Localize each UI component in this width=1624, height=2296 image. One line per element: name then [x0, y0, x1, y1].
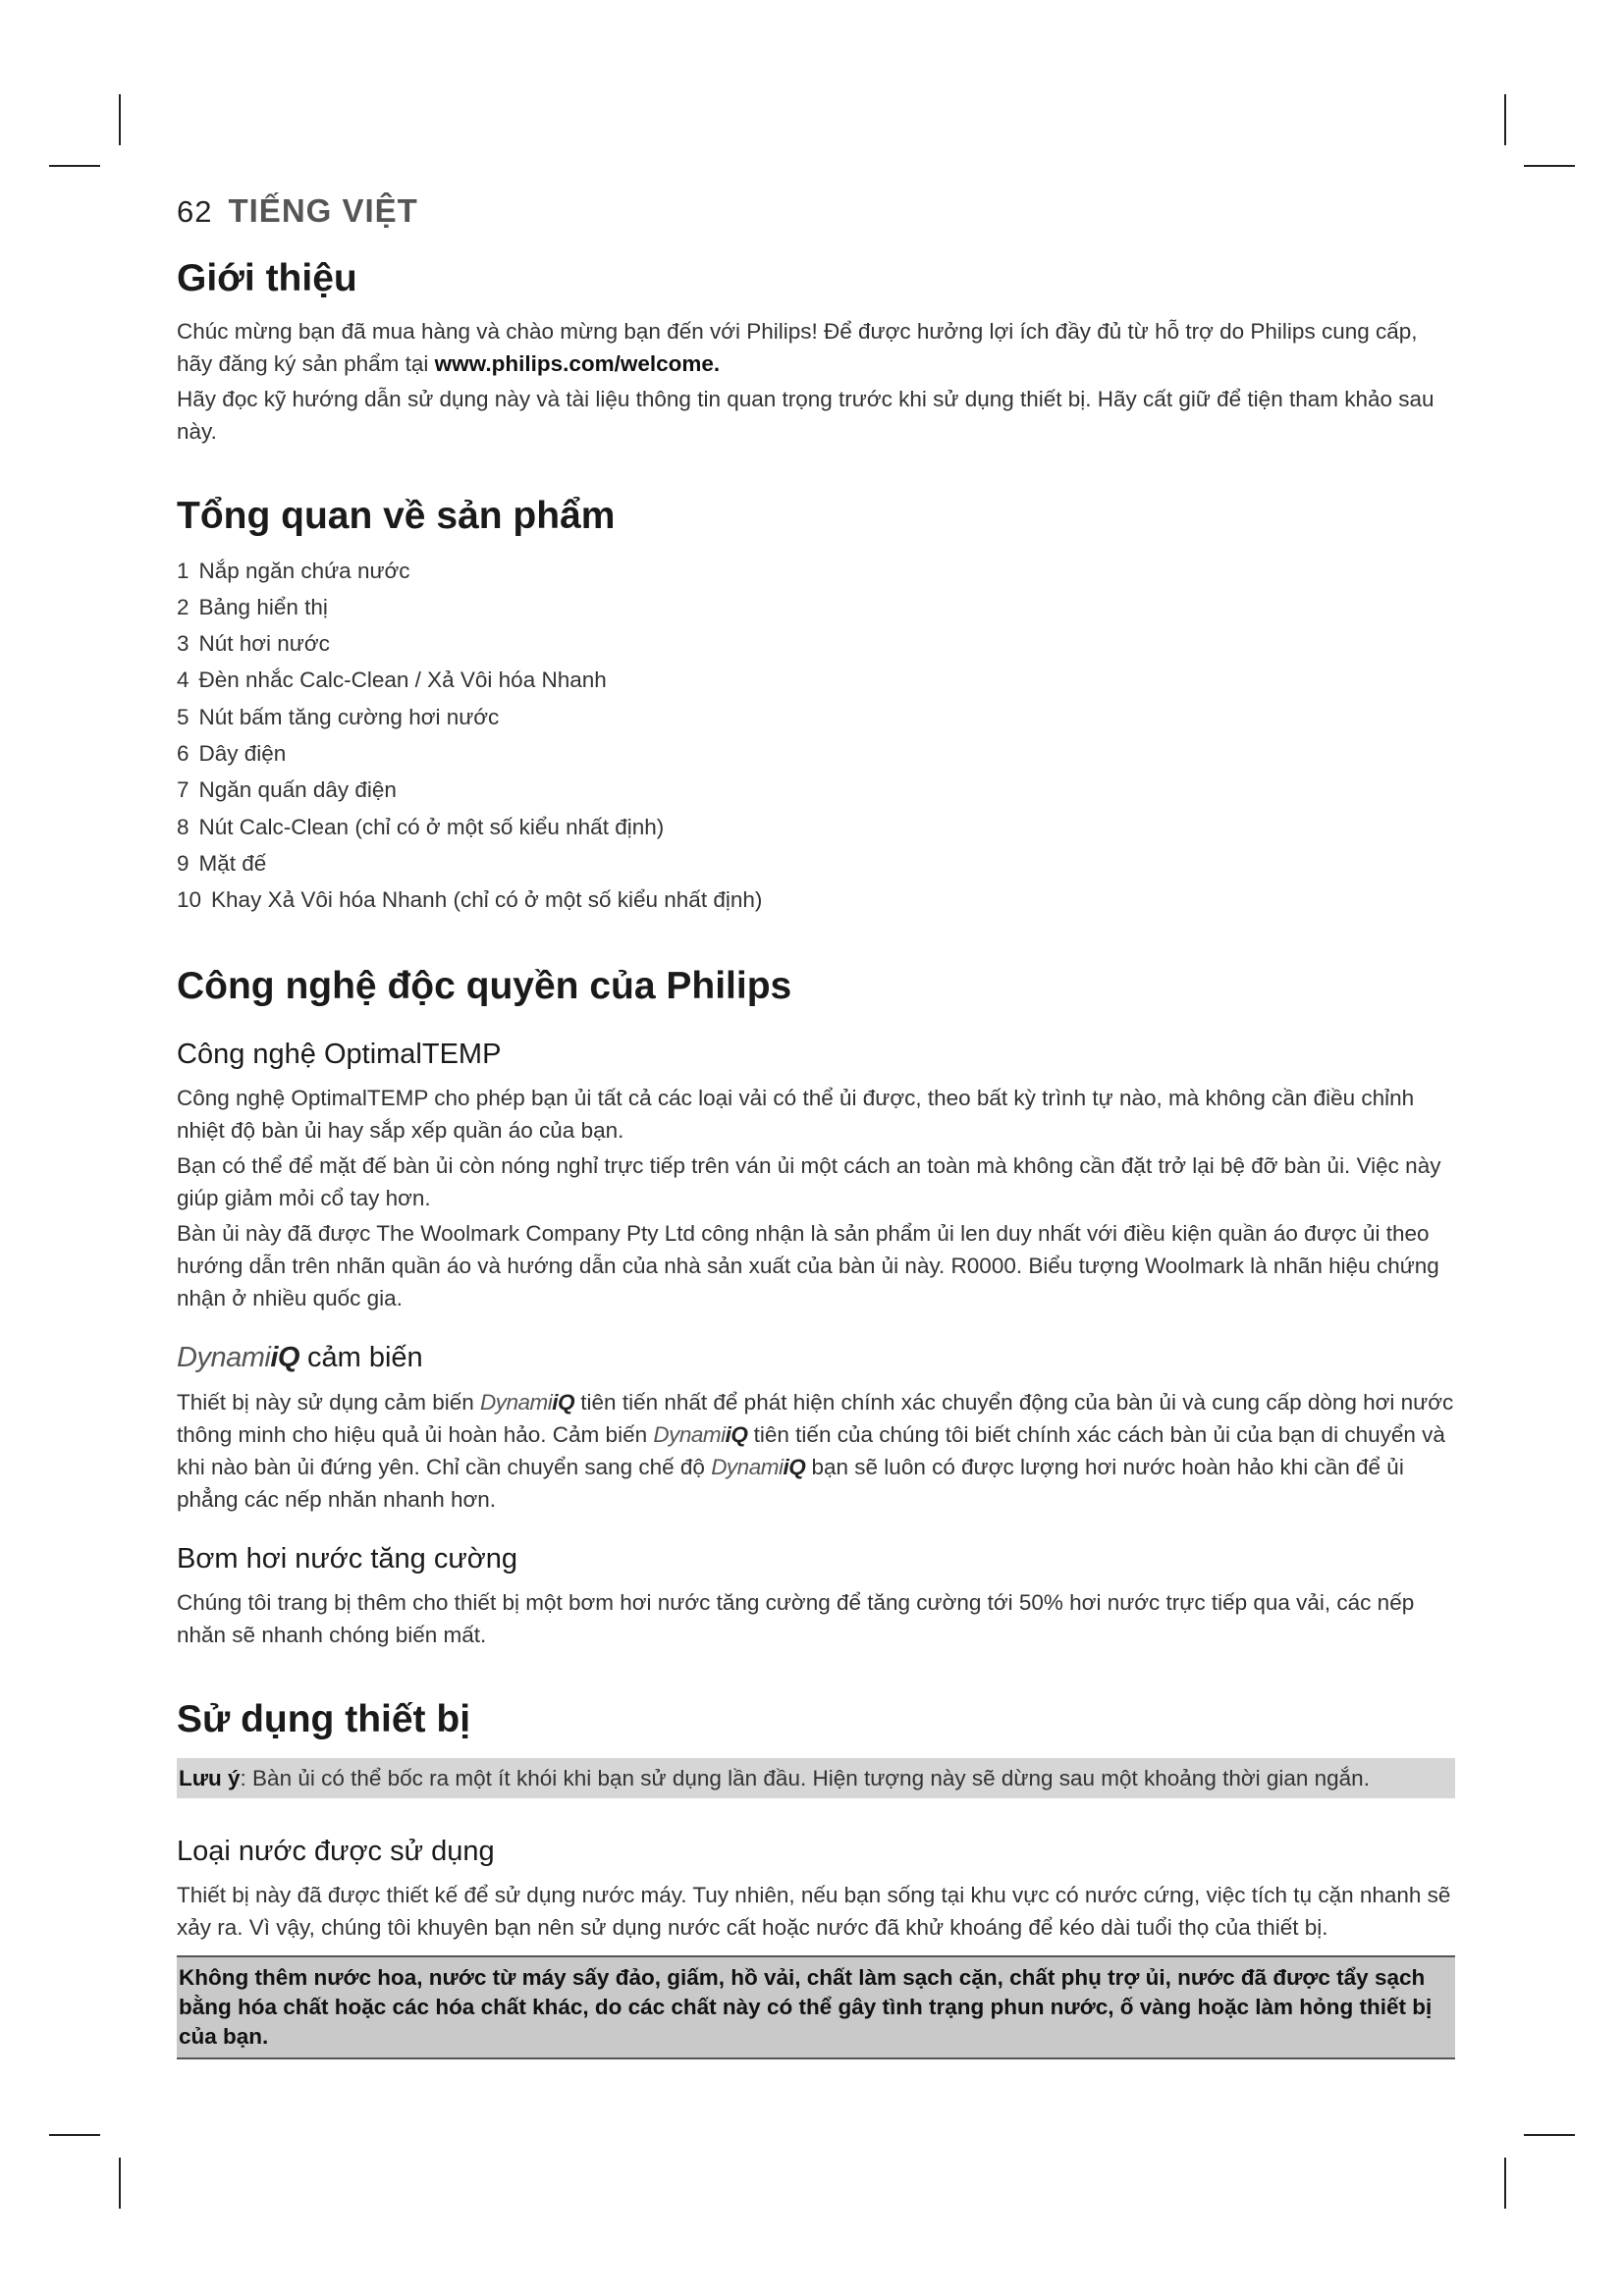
tech-title: Công nghệ độc quyền của Philips — [177, 965, 792, 1008]
list-item — [177, 589, 1455, 625]
logo-q: Q — [788, 1454, 806, 1479]
warning-text: Không thêm nước hoa, nước từ máy sấy đảo, giấm, hồ vải, chất làm sạch cặn, chất phụ trợ ủi, nước đã được tẩy sạch bằng hóa chất hoặc các hóa chất khác, do các chất này có thể gây tình trạng phun nước, ố vàng hoặc làm hỏng thiết bị của bạn. — [179, 1964, 1433, 2049]
intro-text: Chúc mừng bạn đã mua hàng và chào mừng bạn đến với Philips! Để được hưởng lợi ích đầy đủ từ hỗ trợ do Philips cung cấp, hãy đăng ký sản phẩm tại — [177, 318, 1418, 376]
item-number: 2 — [177, 594, 189, 619]
item-number: 4 — [177, 667, 189, 693]
dynamiq-text: Thiết bị này sử dụng cảm biến — [177, 1389, 480, 1415]
logo-i: i — [552, 1389, 559, 1415]
logo-i: i — [783, 1454, 789, 1479]
item-number: 5 — [177, 704, 189, 729]
crop-mark — [49, 2134, 100, 2136]
list-item — [177, 699, 1455, 735]
logo-i: i — [725, 1421, 731, 1447]
language-label: TIẾNG VIỆT — [228, 192, 418, 229]
logo-iq — [783, 1455, 805, 1479]
crop-mark — [49, 165, 100, 167]
note-label: Lưu ý — [179, 1765, 241, 1790]
item-number: 9 — [177, 850, 189, 876]
item-number: 3 — [177, 631, 189, 657]
intro-paragraph-2: Hãy đọc kỹ hướng dẫn sử dụng này và tài liệu thông tin quan trọng trước khi sử dụng thiết bị. Hãy cất giữ để tiện tham khảo sau này. — [177, 386, 1435, 444]
welcome-link[interactable]: www.philips.com/welcome. — [434, 350, 721, 376]
logo-text: Dynami — [177, 1342, 271, 1374]
dynamiq-logo — [480, 1390, 574, 1415]
item-label: Nút Calc-Clean (chỉ có ở một số kiểu nhất định) — [198, 814, 665, 839]
item-label: Khay Xả Vôi hóa Nhanh (chỉ có ở một số kiểu nhất định) — [211, 887, 763, 913]
boost-paragraph: Chúng tôi trang bị thêm cho thiết bị một bơm hơi nước tăng cường để tăng cường tới 50% hơi nước trực tiếp qua vải, các nếp nhăn sẽ nhanh chóng biến mất. — [177, 1589, 1415, 1647]
water-title: Loại nước được sử dụng — [177, 1835, 495, 1867]
page-content — [177, 192, 1455, 2059]
optimaltemp-paragraph-3: Bàn ủi này đã được The Woolmark Company Pty Ltd công nhận là sản phẩm ủi len duy nhất với điều kiện quần áo được ủi theo hướng dẫn trên nhãn quần áo và hướng dẫn của nhà sản xuất của bàn ủi này. R0000. Biểu tượng Woolmark là nhãn hiệu chứng nhận ở nhiều quốc gia. — [177, 1221, 1439, 1311]
optimaltemp-paragraph-1: Công nghệ OptimalTEMP cho phép bạn ủi tất cả các loại vải có thể ủi được, theo bất kỳ trình tự nào, mà không cần điều chỉnh nhiệt độ bàn ủi hay sắp xếp quần áo của bạn. — [177, 1086, 1415, 1144]
item-number: 8 — [177, 814, 189, 839]
item-label: Nút bấm tăng cường hơi nước — [198, 704, 500, 729]
logo-q: Q — [731, 1421, 748, 1447]
overview-title: Tổng quan về sản phẩm — [177, 494, 616, 537]
warning-box — [177, 1955, 1455, 2059]
item-label: Dây điện — [198, 740, 287, 766]
product-parts-list — [177, 553, 1455, 919]
crop-mark — [119, 2158, 121, 2209]
dynamiq-text: tiên tiến nhất để phát hiện chính xác chuyển động của bàn ủi và cung cấp dòng hơi nước thông minh cho hiệu quả ủi hoàn hảo. Cảm biến — [177, 1389, 1454, 1447]
item-label: Ngăn quấn dây điện — [198, 777, 397, 803]
crop-mark — [1524, 165, 1575, 167]
list-item — [177, 881, 1455, 918]
crop-mark — [1504, 94, 1506, 145]
logo-i: i — [270, 1342, 278, 1374]
item-number: 7 — [177, 777, 189, 803]
logo-q: Q — [558, 1389, 575, 1415]
optimaltemp-paragraph-2: Bạn có thể để mặt đế bàn ủi còn nóng nghỉ trực tiếp trên ván ủi một cách an toàn mà không cần đặt trở lại bệ đỡ bàn ủi. Việc này giúp giảm mỏi cổ tay hơn. — [177, 1153, 1441, 1211]
crop-mark — [1524, 2134, 1575, 2136]
dynamiq-logo — [653, 1422, 747, 1447]
intro-title: Giới thiệu — [177, 257, 357, 299]
list-item — [177, 772, 1455, 808]
dynamiq-logo — [177, 1342, 299, 1373]
list-item — [177, 553, 1455, 589]
logo-iq — [270, 1342, 299, 1373]
logo-text: Dynami — [653, 1421, 726, 1447]
list-item — [177, 845, 1455, 881]
logo-q: Q — [277, 1342, 299, 1374]
dynamiq-paragraph — [177, 1386, 1455, 1516]
logo-iq — [726, 1422, 748, 1447]
list-item — [177, 735, 1455, 772]
logo-text: Dynami — [711, 1454, 784, 1479]
item-label: Đèn nhắc Calc-Clean / Xả Vôi hóa Nhanh — [198, 667, 607, 693]
item-label: Nút hơi nước — [198, 631, 330, 657]
list-item — [177, 809, 1455, 845]
intro-paragraph-1 — [177, 315, 1455, 380]
item-label: Bảng hiển thị — [198, 594, 328, 619]
dynamiq-title-text: cảm biến — [298, 1342, 423, 1374]
crop-mark — [1504, 2158, 1506, 2209]
dynamiq-text: tiên tiến của chúng tôi biết chính xác cách bàn ủi của bạn di chuyển và khi nào bàn ủi đứng yên. Chỉ cần chuyển sang chế độ — [177, 1421, 1445, 1479]
item-number: 1 — [177, 558, 189, 583]
item-number: 6 — [177, 740, 189, 766]
crop-mark — [119, 94, 121, 145]
page-number: 62 — [177, 194, 213, 229]
logo-iq — [552, 1390, 574, 1415]
boost-title: Bơm hơi nước tăng cường — [177, 1542, 518, 1575]
list-item — [177, 625, 1455, 662]
item-label: Nắp ngăn chứa nước — [198, 558, 410, 583]
note-paragraph — [179, 1762, 1453, 1794]
logo-text: Dynami — [479, 1389, 553, 1415]
note-box — [177, 1758, 1455, 1798]
dynamiq-title — [177, 1340, 1455, 1375]
dynamiq-logo — [711, 1455, 805, 1479]
usage-title: Sử dụng thiết bị — [177, 1697, 471, 1740]
page-header — [177, 192, 1455, 241]
item-label: Mặt đế — [198, 850, 267, 876]
optimaltemp-title: Công nghệ OptimalTEMP — [177, 1039, 502, 1071]
list-item — [177, 662, 1455, 698]
item-number: 10 — [177, 887, 202, 913]
water-paragraph: Thiết bị này đã được thiết kế để sử dụng nước máy. Tuy nhiên, nếu bạn sống tại khu vực có nước cứng, việc tích tụ cặn nhanh sẽ xảy ra. Vì vậy, chúng tôi khuyên bạn nên sử dụng nước cất hoặc nước đã khử khoáng để kéo dài tuổi thọ của thiết bị. — [177, 1882, 1451, 1940]
dynamiq-text: bạn sẽ luôn có được lượng hơi nước hoàn hảo khi cần để ủi phẳng các nếp nhăn nhanh hơn. — [177, 1454, 1404, 1512]
note-text: : Bàn ủi có thể bốc ra một ít khói khi bạn sử dụng lần đầu. Hiện tượng này sẽ dừng sau một khoảng thời gian ngắn. — [240, 1765, 1370, 1790]
